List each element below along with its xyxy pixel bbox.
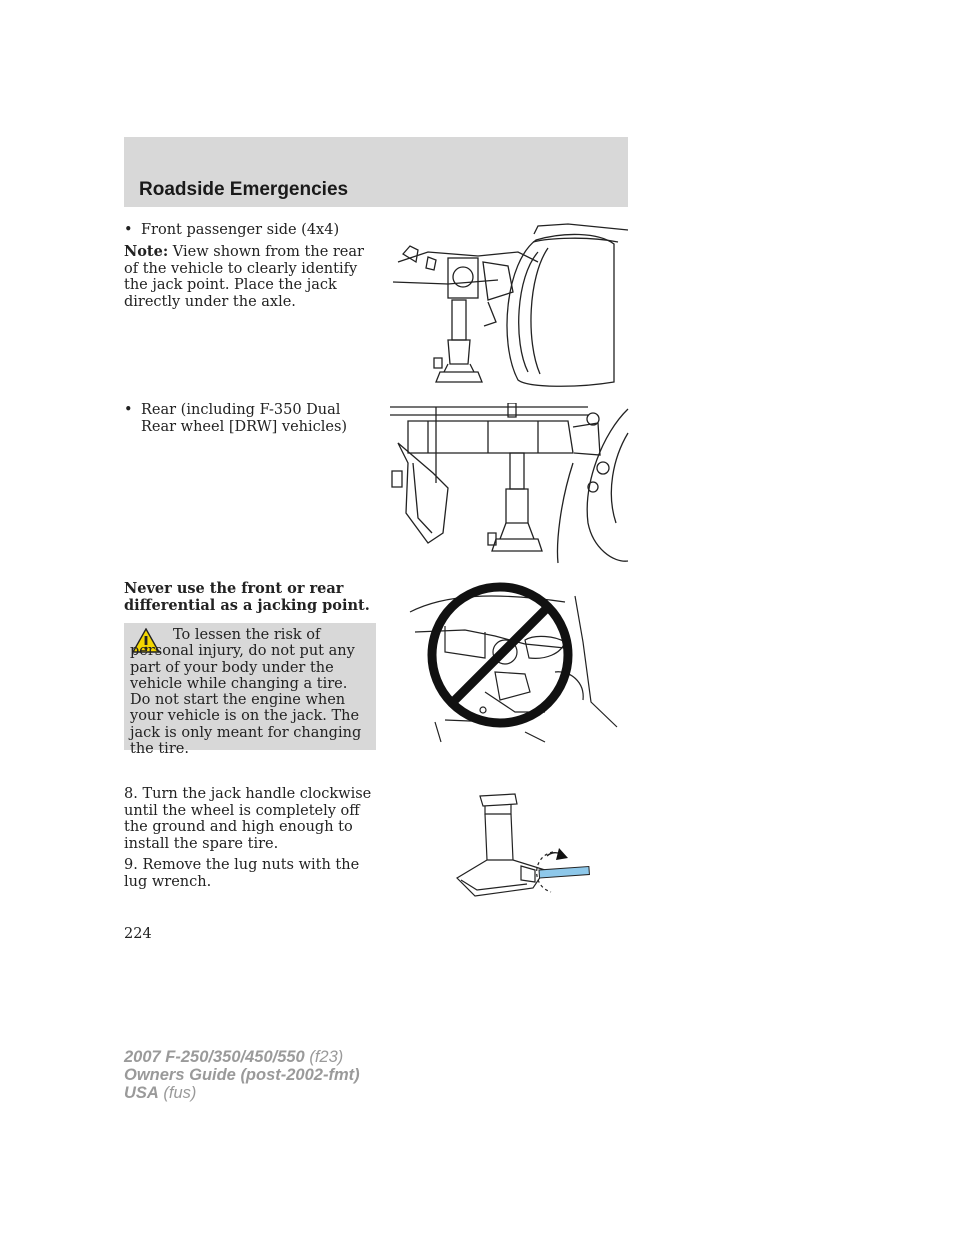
bullet-dot: • xyxy=(124,402,133,418)
section-title: Roadside Emergencies xyxy=(139,179,349,200)
jack-handle-clockwise-illustration xyxy=(455,790,595,902)
section-header xyxy=(124,137,628,207)
rear-axle-jack-illustration xyxy=(388,403,633,565)
differential-caution: Never use the front or rear differential as a jacking point. xyxy=(124,580,370,614)
warning-box xyxy=(124,623,376,758)
step-8: 8. Turn the jack handle clockwise until the wheel is completely off the ground and high enough to install the spare tire. xyxy=(124,786,372,852)
warning-text: To lessen the risk of personal injury, do not put any part of your body under the vehicle while changing a tire. Do not start the engine when your vehicle is on the jack. The jack is only meant for changing the tire. xyxy=(130,627,362,758)
document-footer xyxy=(124,1048,360,1102)
footer-market-code: (fus) xyxy=(158,1084,197,1102)
footer-model-code: (f23) xyxy=(304,1048,344,1066)
footer-market: USA xyxy=(124,1084,159,1102)
bullet-text: Rear (including F-350 Dual Rear wheel [DRW] vehicles) xyxy=(141,402,348,435)
no-differential-jacking-illustration xyxy=(405,582,620,747)
note-label: Note: xyxy=(124,243,169,260)
footer-guide: Owners Guide (post-2002-fmt) xyxy=(124,1066,360,1084)
bullet-dot: • xyxy=(124,222,133,238)
front-axle-jack-illustration xyxy=(388,222,633,388)
front-note xyxy=(124,244,370,310)
bullet-text: Front passenger side (4x4) xyxy=(141,222,340,238)
note-text: View shown from the rear of the vehicle to clearly identify the jack point. Place the jack directly under the axle. xyxy=(124,244,364,310)
page-number: 224 xyxy=(124,926,152,942)
step-9: 9. Remove the lug nuts with the lug wrench. xyxy=(124,857,360,890)
footer-model: 2007 F-250/350/450/550 xyxy=(124,1048,305,1066)
